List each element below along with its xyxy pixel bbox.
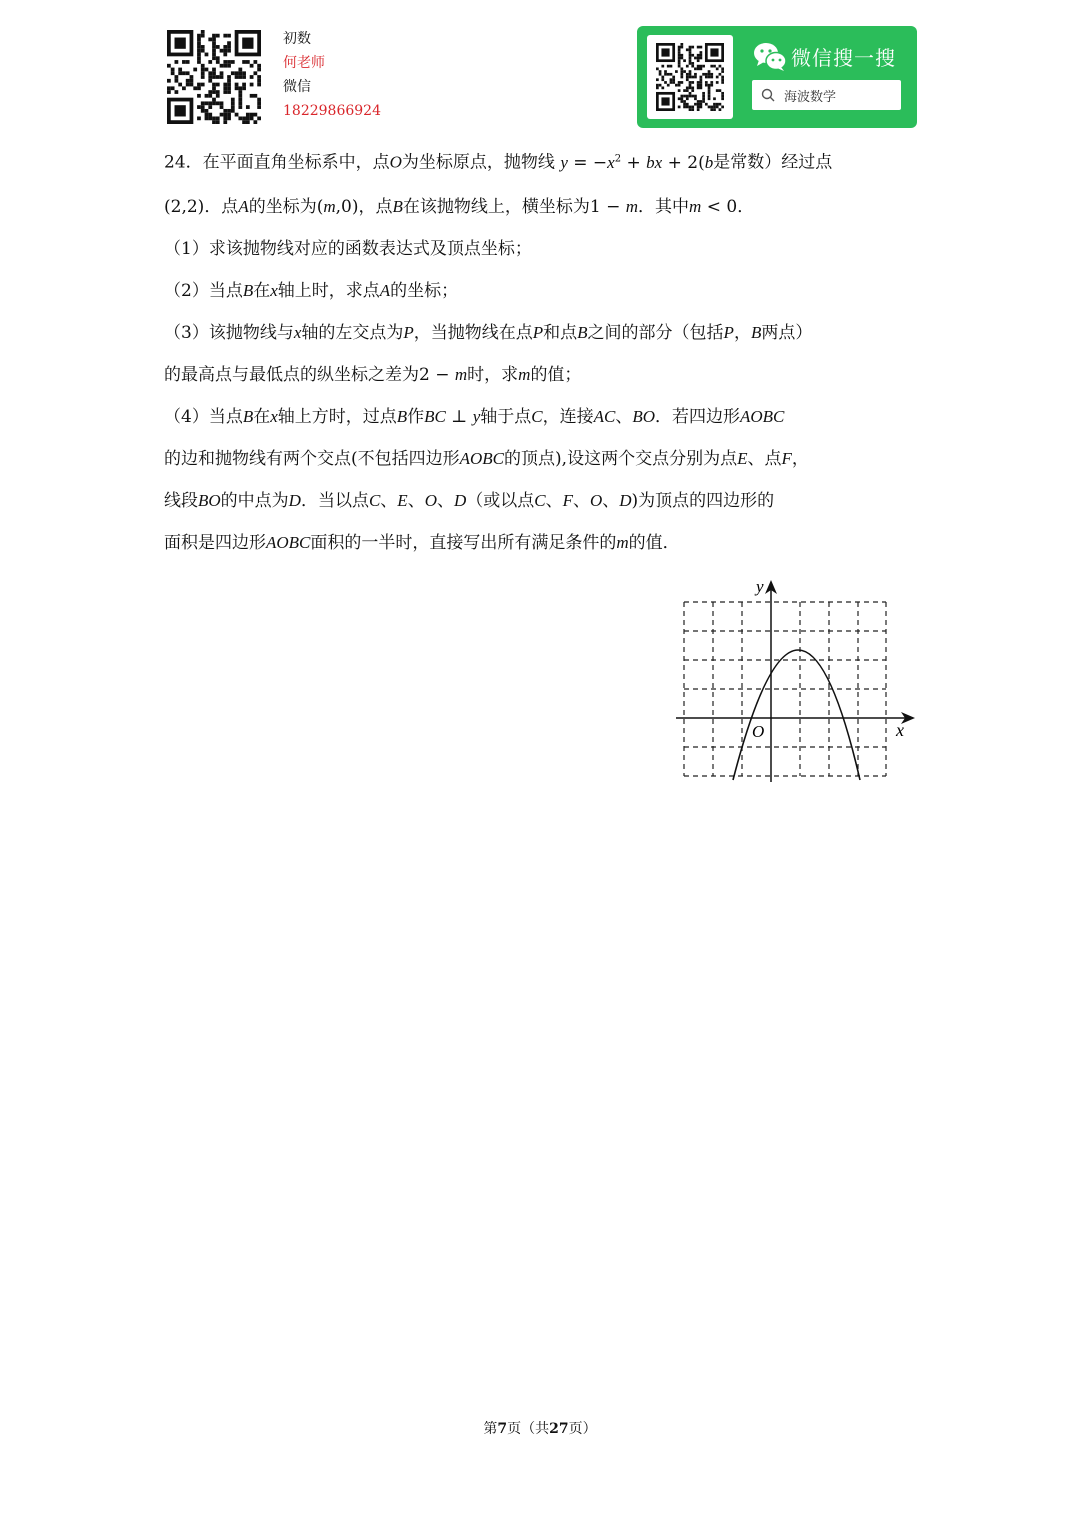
contact-subject: 初数: [283, 31, 311, 47]
parabola-equation: $y = -x^2$ + bx + 2(b: [560, 152, 714, 173]
parabola-curve: [733, 650, 860, 780]
wechat-search-banner[interactable]: [637, 26, 917, 128]
page-footer: 第7页（共27页）: [483, 1421, 597, 1437]
origin-label: O: [752, 722, 765, 741]
contact-qr-code: [167, 30, 261, 126]
grid-lines: [684, 602, 886, 776]
page-total: 27: [549, 1421, 569, 1437]
question-4-line-3: 线段BO的中点为D．当以点C、E、O、D（或以点C、F、O、D)为顶点的四边形的: [164, 491, 775, 511]
contact-wechat-label: 微信: [283, 79, 311, 95]
question-4-line-1: （4）当点B在x轴上方时，过点B作BC ⊥ y轴于点C，连接AC、BO．若四边形AOBC: [164, 407, 785, 427]
question-3-line-1: （3）该抛物线与x轴的左交点为P，当抛物线在点P和点B之间的部分（包括P，B两点）: [164, 323, 813, 343]
problem-line-1: 24．在平面直角坐标系中，点O为坐标原点，抛物线 $y = -x^2$ + bx + 2(b是常数）经过点: [164, 152, 833, 173]
contact-info: [283, 27, 381, 123]
page-number: 7: [497, 1421, 508, 1437]
promo-search-box[interactable]: [752, 80, 901, 110]
question-1: （1）求该抛物线对应的函数表达式及顶点坐标；: [164, 239, 532, 259]
question-4-line-4: 面积是四边形AOBC面积的一半时，直接写出所有满足条件的m的值．: [164, 533, 680, 553]
problem-line-2: (2,2)．点A的坐标为(m,0)，点B在该抛物线上，横坐标为1 − m．其中m < 0．: [164, 197, 755, 217]
wechat-logo-icon: [753, 42, 787, 72]
y-axis-label: y: [756, 577, 764, 596]
promo-title: 微信搜一搜: [791, 46, 896, 70]
promo-search-text: 海波数学: [784, 90, 837, 105]
question-4-line-2: 的边和抛物线有两个交点(不包括四边形AOBC的顶点),设这两个交点分别为点E、点F，: [164, 449, 809, 469]
search-icon: [761, 88, 775, 102]
promo-qr-code: [647, 35, 733, 119]
contact-phone: 18229866924: [283, 103, 381, 119]
question-3-line-2: 的最高点与最低点的纵坐标之差为2 − m时，求m的值；: [164, 365, 582, 385]
x-axis-label: x: [896, 720, 904, 740]
parabola-graph: [672, 574, 922, 786]
question-2: （2）当点B在x轴上时，求点A的坐标；: [164, 281, 459, 301]
problem-24: [164, 141, 924, 567]
contact-teacher: 何老师: [283, 55, 325, 71]
